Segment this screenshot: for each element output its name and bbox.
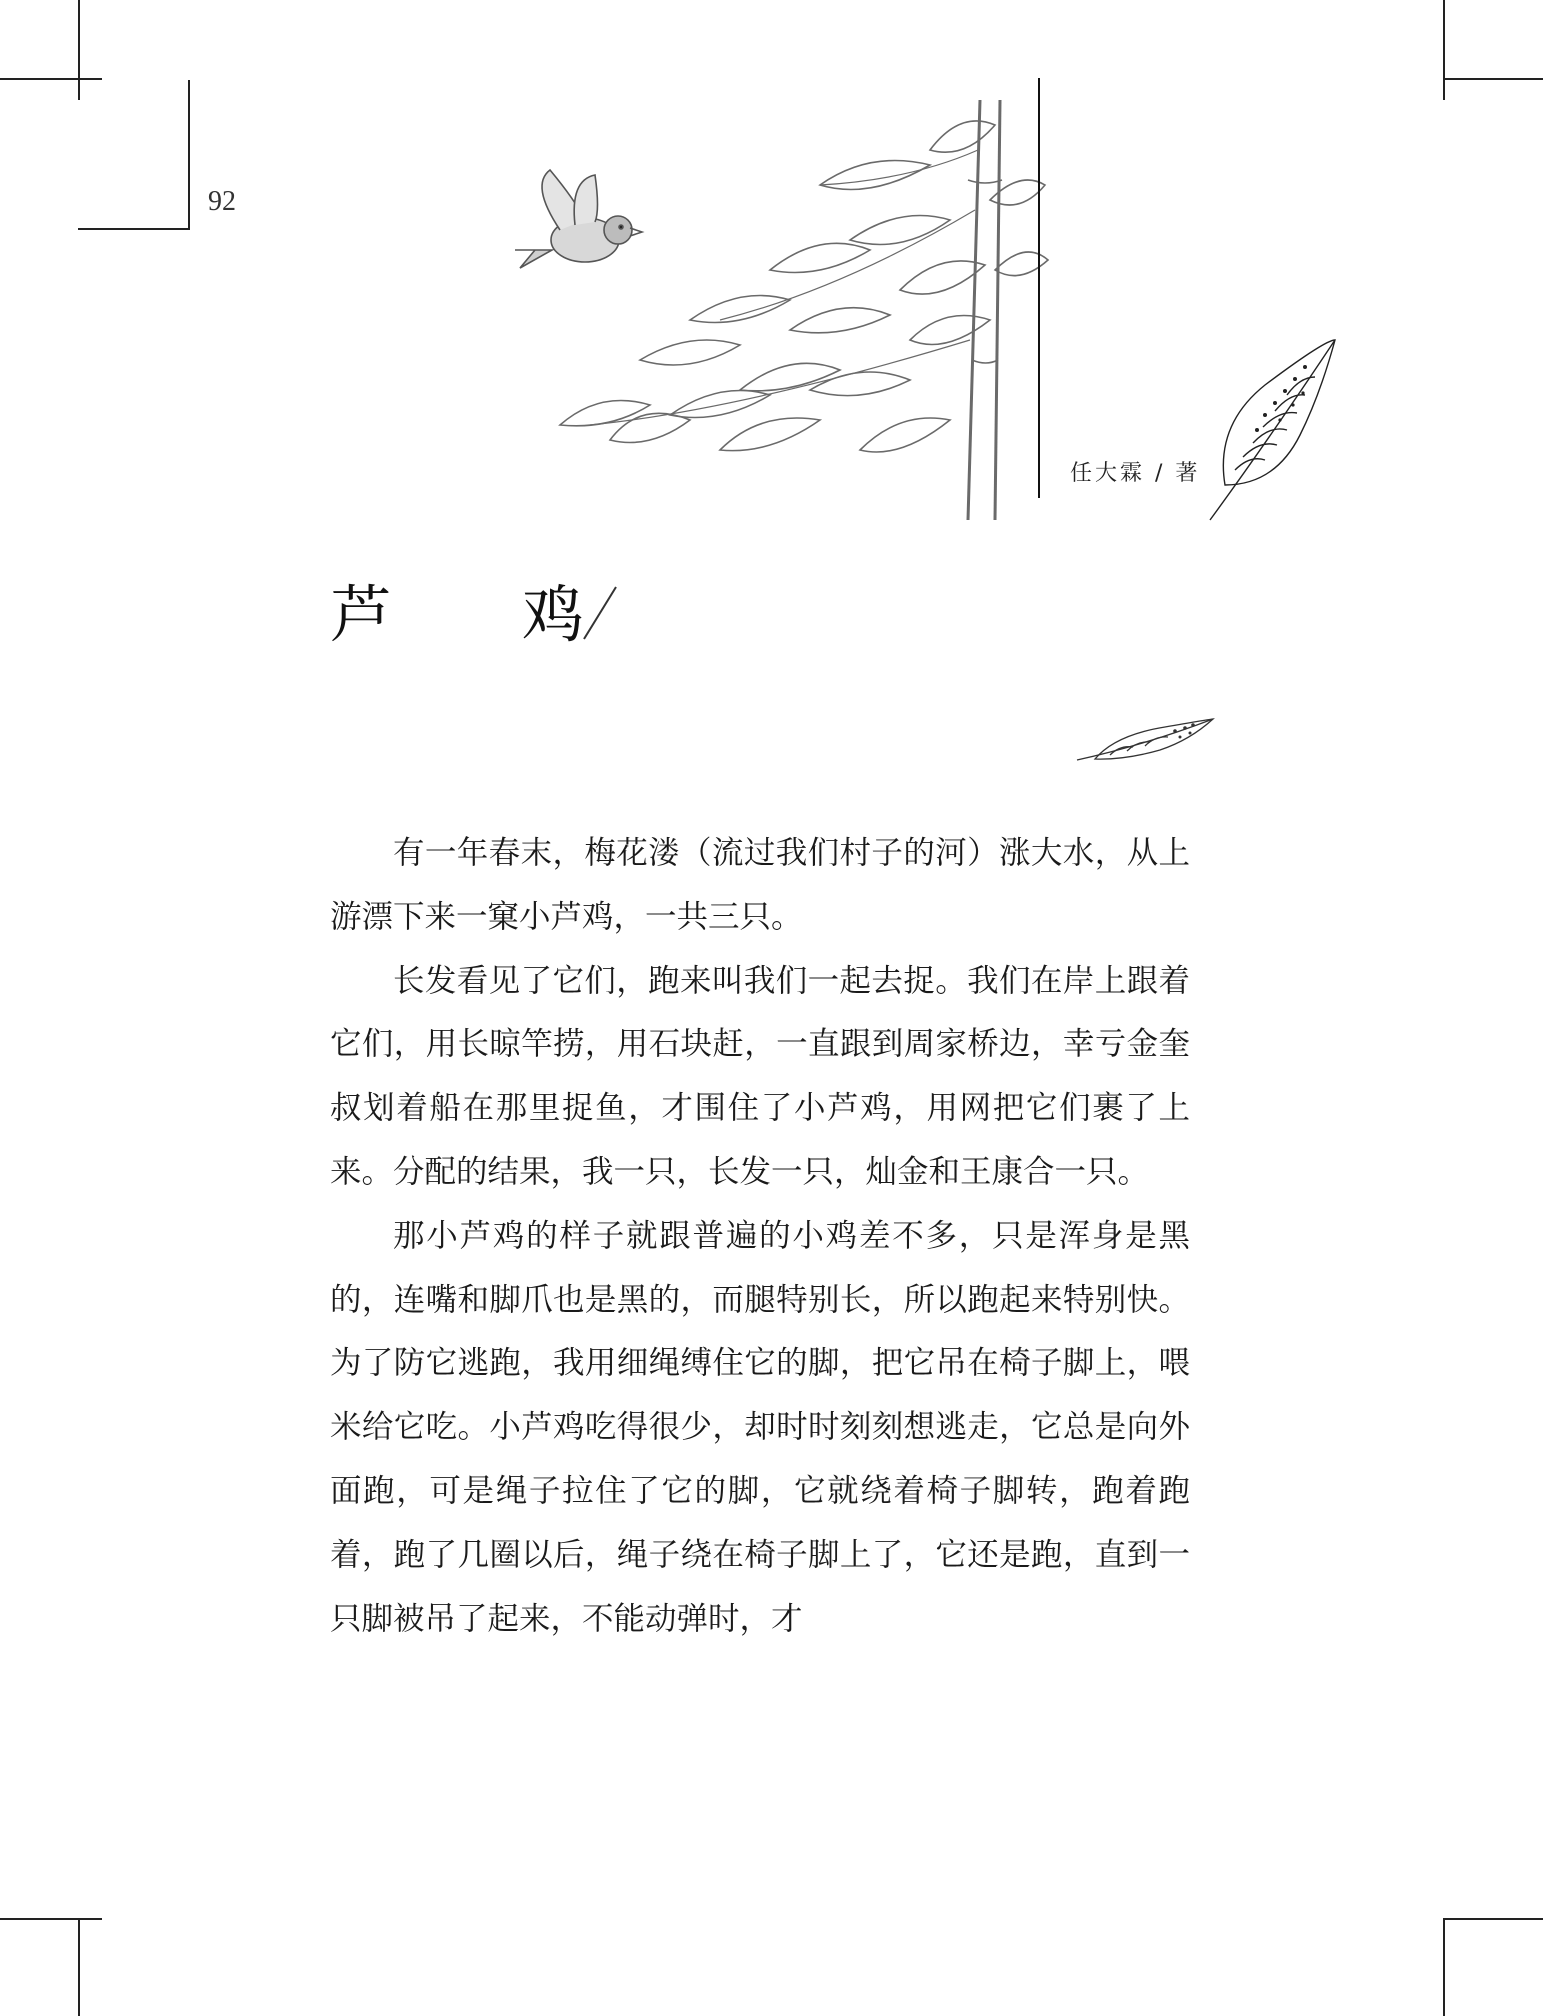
feather-icon xyxy=(1075,715,1215,765)
paragraph: 那小芦鸡的样子就跟普遍的小鸡差不多，只是浑身是黑的，连嘴和脚爪也是黑的，而腿特别长，所以跑起来特别快。为了防它逃跑，我用细绳缚住它的脚，把它吊在椅子脚上，喂米给它吃。小芦鸡吃得很少，却时时刻刻想逃走，它总是向外面跑，可是绳子拉住了它的脚，它就绕着椅子脚转，跑着跑着，跑了几圈以后，绳子绕在椅子脚上了，它还是跑，直到一只脚被吊了起来，不能动弹时，才 xyxy=(330,1217,1190,1637)
paragraph: 长发看见了它们，跑来叫我们一起去捉。我们在岸上跟着它们，用长晾竿捞，用石块赶，一直跟到周家桥边，幸亏金奎叔划着船在那里捉鱼，才围住了小芦鸡，用网把它们裹了上来。分配的结果，我一只，长发一只，灿金和王康合一只。 xyxy=(330,962,1190,1190)
feather-icon xyxy=(1205,335,1340,525)
paragraph: 有一年春末，梅花溇（流过我们村子的河）涨大水，从上游漂下来一窠小芦鸡，一共三只。 xyxy=(330,835,1190,935)
title-slash-mark xyxy=(580,585,620,641)
page-number: 92 xyxy=(208,186,236,217)
author-rule xyxy=(1038,78,1040,498)
article-title: 芦 鸡 xyxy=(330,578,587,651)
author-credit: 任大霖 / 著 xyxy=(1070,461,1201,486)
bird-bamboo-illustration xyxy=(490,90,1050,530)
article-body xyxy=(330,822,1190,1651)
